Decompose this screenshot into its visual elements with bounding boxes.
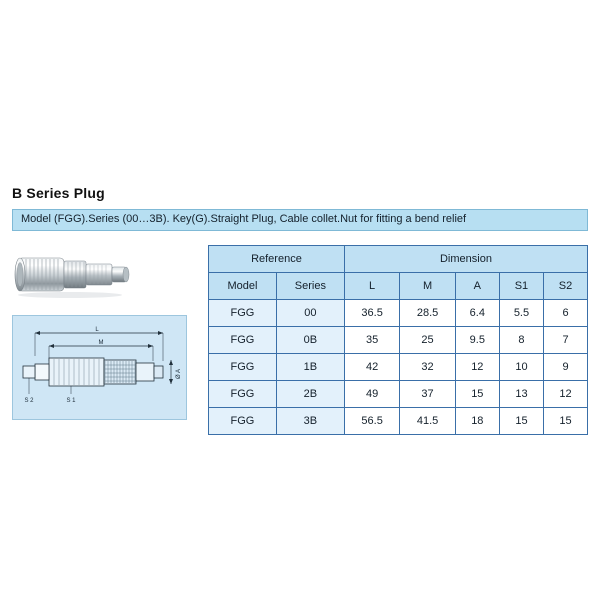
cell-l: 36.5 xyxy=(344,300,399,327)
cell-s2: 7 xyxy=(544,327,588,354)
cell-model: FGG xyxy=(209,327,277,354)
cell-series: 2B xyxy=(276,381,344,408)
cell-s2: 6 xyxy=(544,300,588,327)
subtitle-text: Model (FGG).Series (00…3B). Key(G).Straight Plug, Cable collet.Nut for fitting a bend relief xyxy=(21,213,467,225)
cell-a: 18 xyxy=(455,408,499,435)
table-header xyxy=(209,246,588,300)
cell-s2: 12 xyxy=(544,381,588,408)
cell-m: 37 xyxy=(400,381,455,408)
column-header-a: A xyxy=(455,273,499,300)
column-header-model: Model xyxy=(209,273,277,300)
svg-text:Ø A: Ø A xyxy=(176,368,182,380)
page-title: B Series Plug xyxy=(12,185,105,201)
table-row xyxy=(209,327,588,354)
cell-m: 41.5 xyxy=(400,408,455,435)
column-header-l: L xyxy=(344,273,399,300)
cell-l: 35 xyxy=(344,327,399,354)
table-row xyxy=(209,381,588,408)
cell-s2: 9 xyxy=(544,354,588,381)
cell-series: 00 xyxy=(276,300,344,327)
cell-a: 15 xyxy=(455,381,499,408)
table-row xyxy=(209,354,588,381)
svg-text:L: L xyxy=(95,327,99,333)
cell-model: FGG xyxy=(209,354,277,381)
table-body xyxy=(209,300,588,435)
cell-s1: 15 xyxy=(499,408,543,435)
connector-photo xyxy=(12,245,187,307)
svg-text:S 2: S 2 xyxy=(24,398,34,404)
cell-model: FGG xyxy=(209,300,277,327)
table-column-header-row xyxy=(209,273,588,300)
cell-s1: 10 xyxy=(499,354,543,381)
cell-model: FGG xyxy=(209,381,277,408)
cell-a: 6.4 xyxy=(455,300,499,327)
cell-series: 0B xyxy=(276,327,344,354)
cell-m: 28.5 xyxy=(400,300,455,327)
subtitle-band xyxy=(12,209,588,231)
dimension-table xyxy=(208,245,588,435)
cell-model: FGG xyxy=(209,408,277,435)
group-header-reference: Reference xyxy=(209,246,345,273)
svg-text:S 1: S 1 xyxy=(66,398,76,404)
cell-a: 9.5 xyxy=(455,327,499,354)
cell-m: 32 xyxy=(400,354,455,381)
cell-s1: 5.5 xyxy=(499,300,543,327)
table-row xyxy=(209,408,588,435)
cell-s1: 8 xyxy=(499,327,543,354)
column-header-series: Series xyxy=(276,273,344,300)
cell-a: 12 xyxy=(455,354,499,381)
cell-l: 42 xyxy=(344,354,399,381)
table-group-header-row xyxy=(209,246,588,273)
cell-series: 1B xyxy=(276,354,344,381)
cell-s2: 15 xyxy=(544,408,588,435)
group-header-dimension: Dimension xyxy=(344,246,587,273)
cell-l: 56.5 xyxy=(344,408,399,435)
cell-s1: 13 xyxy=(499,381,543,408)
column-header-m: M xyxy=(400,273,455,300)
technical-drawing xyxy=(12,315,187,420)
cell-series: 3B xyxy=(276,408,344,435)
svg-text:M: M xyxy=(98,340,104,346)
column-header-s1: S1 xyxy=(499,273,543,300)
cell-m: 25 xyxy=(400,327,455,354)
table-row xyxy=(209,300,588,327)
cell-l: 49 xyxy=(344,381,399,408)
column-header-s2: S2 xyxy=(544,273,588,300)
